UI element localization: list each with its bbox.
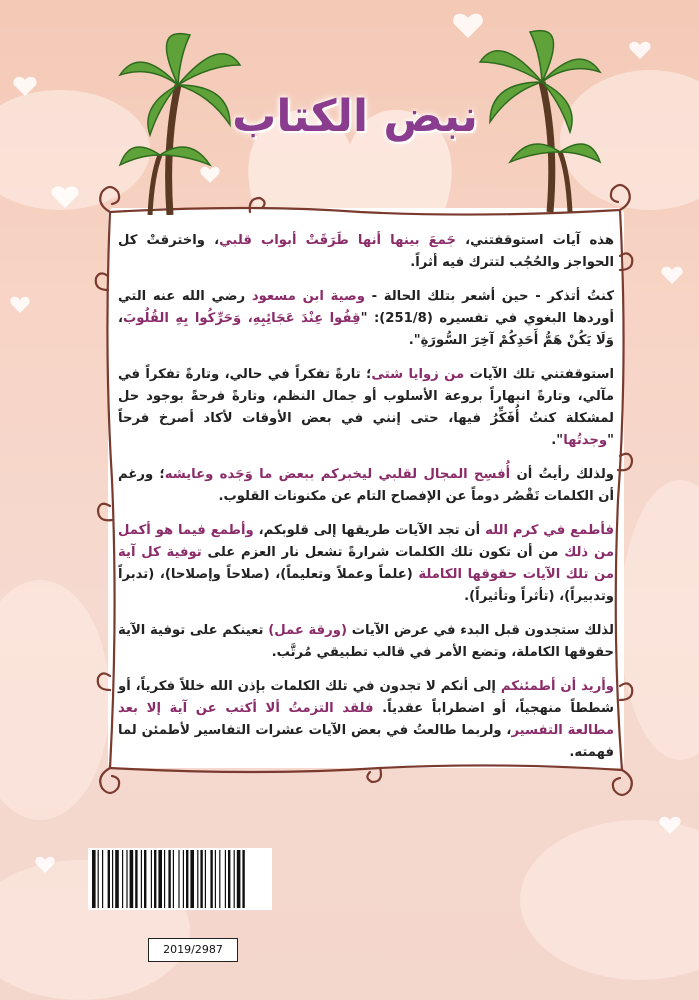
barcode-bar [173, 850, 174, 908]
paragraph [118, 676, 614, 764]
deposit-number: 2019/2987 [148, 938, 238, 962]
barcode-bar [186, 850, 188, 908]
highlighted-text: قِفُوا عِنْدَ عَجَائِبِهِ، وَحَرِّكُوا بِهِ القُلُوبَ [123, 311, 361, 326]
barcode-bar [154, 850, 156, 908]
highlighted-text: وصية ابن مسعود [251, 289, 365, 304]
text-segment: أن تجد الآيات طريقها إلى قلوبكم، [253, 523, 486, 538]
paragraph [118, 464, 614, 508]
barcode [88, 848, 272, 910]
text-segment: ولذلك رأيتُ أن [510, 467, 614, 482]
barcode-bar [228, 850, 230, 908]
barcode-bar [178, 850, 179, 908]
highlighted-text: من زوايا شتى [371, 367, 465, 382]
barcode-bar [205, 850, 206, 908]
barcode-bar [130, 850, 134, 908]
paragraph [118, 286, 614, 352]
highlighted-text: فأطمع في كرم الله [485, 523, 615, 538]
barcode-bar [141, 850, 142, 908]
barcode-bar [158, 850, 162, 908]
text-segment: ؛ ورغم أن الكلمات تَقْصُر دوماً عن الإفصاح التام عن مكنونات القلوب. [118, 467, 614, 504]
barcode-bar [164, 850, 165, 908]
barcode-bar [151, 850, 152, 908]
highlighted-text: (ورقة عمل) [268, 623, 347, 638]
barcode-bar [122, 850, 123, 908]
barcode-bar [215, 850, 216, 908]
highlighted-text: وأريد أن أطمئنكم [500, 679, 614, 694]
highlighted-text: توفية كل آية من تلك الآيات حقوقها الكاملة [118, 545, 615, 582]
barcode-bar [183, 850, 184, 908]
barcode-bar [126, 850, 127, 908]
barcode-bar [225, 850, 226, 908]
text-segment: ". [551, 433, 564, 448]
barcode-bar [144, 850, 146, 908]
highlighted-text: أُفسِح المجال لقلبي ليخبركم ببعض ما وَجَده وعايشه [164, 467, 511, 482]
text-segment: من أن تكون تلك الكلمات شرارةً تشعل نار العزم على [201, 545, 565, 560]
body-text [118, 230, 614, 776]
barcode-bar [135, 850, 137, 908]
paragraph [118, 230, 614, 274]
heart-icon [10, 297, 29, 313]
barcode-bar [168, 850, 170, 908]
barcode-bar [115, 850, 119, 908]
barcode-bar [102, 850, 103, 908]
barcode-bar [190, 850, 194, 908]
text-segment: ، ولربما طالعتُ في بعض الآيات عشرات التفاسير لأطمئن لما فهمته. [118, 723, 614, 760]
highlighted-text: فلقد التزمتُ ألا أكتب عن آية إلا بعد مطالعة التفسير [118, 701, 614, 738]
barcode-bar [237, 850, 241, 908]
text-segment: ، واخترقتْ كل الحواجز والحُجُب لتترك فيه أثراً. [118, 233, 614, 270]
barcode-bar [108, 850, 110, 908]
barcode-bar [242, 850, 244, 908]
page-title: نبض الكتاب [232, 91, 478, 142]
barcode-bar [210, 850, 212, 908]
paragraph [118, 364, 614, 452]
text-segment: استوقفتني تلك الآيات [464, 367, 614, 382]
text-segment: إلى أنكم لا تجدون في تلك الكلمات بإذن الله خللاً فكرياً، أو شططاً منهجياً، أو اضطراباً عقدياً. [118, 679, 614, 716]
text-segment: ، وَلَا يَكُنْ هَمُّ أَحَدِكُمْ آخِرَ السُّورَةِ". [118, 311, 614, 348]
text-segment: ؛ تارةً تفكراً في حالي، وتارةً تفكراً في مآلي، وتارةً انبهاراً بروعة الأسلوب أو جمال النظم، وتارةً فرحةً بوجود حل لمشكلة كنتُ أُفَكِّرُ فيها، حتى إنني في بعض الأوقات لأكاد أصرخ فرحاً " [118, 367, 614, 448]
paragraph [118, 620, 614, 664]
text-segment: هذه آيات استوقفتني، [456, 233, 614, 248]
barcode-bar [112, 850, 113, 908]
paragraph [118, 520, 614, 608]
barcode-bar [197, 850, 198, 908]
barcode-bar [92, 850, 96, 908]
text-segment: لذلك ستجدون قبل البدء في عرض الآيات [347, 623, 615, 638]
text-segment: كنتُ أتذكر - حين أشعر بتلك الحالة - [364, 289, 614, 304]
heart-icon [629, 42, 650, 59]
text-segment: (علماً وعملاً وتعليماً)، (صلاحاً وإصلاحا)، (تدبراً وتدبيراً)، (تأثراً وتأثيراً). [118, 567, 614, 604]
heart-icon [661, 267, 682, 284]
barcode-bar [98, 850, 99, 908]
barcode-bar [234, 850, 235, 908]
highlighted-text: وجدتُها [563, 433, 608, 448]
barcode-bar [200, 850, 202, 908]
barcode-bar [219, 850, 220, 908]
text-segment: تعينكم على توفية الآية حقوقها الكاملة، وتضع الأمر في قالب تطبيقي مُرتَّب. [118, 623, 614, 660]
highlighted-text: وأطمع فيما هو أكمل من ذلك [118, 523, 615, 560]
text-segment: رضي الله عنه التي أوردها البغوي في تفسيره (251/8): " [118, 289, 614, 326]
highlighted-text: جَمعَ بينها أنها طَرَقَتْ أبواب قلبي [219, 233, 457, 248]
